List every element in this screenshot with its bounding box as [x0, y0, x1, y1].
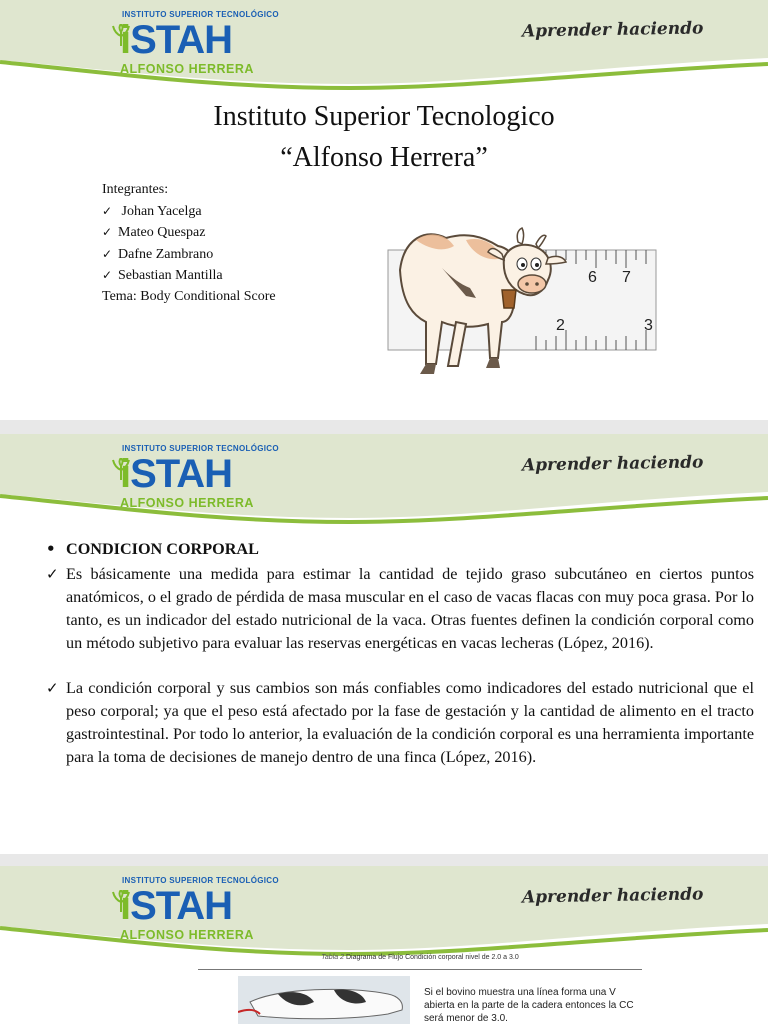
motto: Aprender haciendo: [521, 452, 704, 476]
bullet-icon: •: [46, 540, 56, 558]
paragraph: ✓ La condición corporal y sus cambios son más confiables como indicadores del estado nutricional que el peso corporal; ya que el peso está afectado por la fase de gestación y la cantidad de alimento en el tracto gastrointestinal. Por todo lo anterior, la evaluación de la condición corporal es una herramienta importante para la toma de decisiones de manejo dentro de una finca (López, 2016).: [46, 679, 754, 766]
members-list: [102, 180, 276, 307]
member-item: ✓ Dafne Zambrano: [102, 244, 276, 266]
ruler-label: 6: [588, 269, 597, 286]
figure-caption: Tabla 2 Diagrama de Flujo Condición corporal nivel de 2.0 a 3.0: [321, 954, 519, 961]
logo-main-text: [120, 18, 232, 62]
figure-note: Si el bovino muestra una línea forma una V abierta en la parte de la cadera entonces la CC será menor de 3.0.: [424, 987, 634, 1024]
member-item: ✓ Johan Yacelga: [102, 201, 276, 223]
content-body: [46, 538, 754, 769]
ruler-label: 2: [556, 317, 565, 334]
check-icon: ✓: [46, 565, 59, 583]
slide-header: [0, 434, 768, 534]
logo-stah: STAH: [130, 884, 233, 928]
institute-subtitle: “Alfonso Herrera”: [280, 142, 488, 173]
check-icon: ✓: [102, 225, 113, 239]
logo-bottom-text: ALFONSO HERRERA: [120, 496, 254, 510]
slide-title: [0, 0, 768, 420]
caption-rule: [198, 969, 642, 970]
slide-condicion-corporal: [0, 434, 768, 854]
tema-text: Tema: Body Conditional Score: [102, 288, 276, 304]
logo-main-text: [120, 884, 232, 928]
check-icon: ✓: [102, 246, 113, 261]
paragraph: ✓ Es básicamente una medida para estimar la cantidad de tejido graso subcutáneo en ciertos puntos anatómicos, o el grado de pérdida de masa muscular en el caso de vacas flacas con muy poca grasa. Por lo tanto, es un indicador del estado nutricional de la vaca. Otras fuentes definen la condición corporal como un método subjetivo para evaluar las reservas energéticas en vacas lecheras (López, 2016).: [46, 565, 754, 652]
ruler-label: 3: [644, 317, 653, 334]
logo-top-text: INSTITUTO SUPERIOR TECNOLÓGICO: [122, 10, 279, 19]
istah-logo: [112, 876, 279, 944]
check-icon: ✓: [46, 679, 59, 697]
member-item: ✓ Sebastian Mantilla: [102, 265, 276, 287]
check-icon: ✓: [102, 203, 113, 218]
motto: Aprender haciendo: [521, 18, 704, 42]
logo-main-text: [120, 452, 232, 496]
logo-stah: STAH: [130, 18, 233, 62]
logo-bottom-text: ALFONSO HERRERA: [120, 928, 254, 942]
logo-i: i: [120, 884, 131, 928]
logo-bottom-text: ALFONSO HERRERA: [120, 62, 254, 76]
ruler-label: 7: [622, 269, 631, 286]
holstein-cow-image: [238, 976, 410, 1024]
section-heading: • CONDICION CORPORAL: [46, 538, 754, 561]
istah-logo: [112, 10, 279, 78]
cow-ruler-illustration: [386, 218, 658, 378]
integrantes-label: Integrantes:: [102, 182, 169, 197]
istah-logo: [112, 444, 279, 512]
logo-i: i: [120, 18, 131, 62]
logo-top-text: INSTITUTO SUPERIOR TECNOLÓGICO: [122, 444, 279, 453]
cow-photo-icon: [238, 976, 410, 1024]
flow-diagram-figure: [198, 950, 642, 1024]
logo-stah: STAH: [130, 452, 233, 496]
logo-i: i: [120, 452, 131, 496]
motto: Aprender haciendo: [521, 884, 704, 908]
logo-top-text: INSTITUTO SUPERIOR TECNOLÓGICO: [122, 876, 279, 885]
slide-header: [0, 0, 768, 100]
check-icon: ✓: [102, 268, 113, 282]
institute-title: Instituto Superior Tecnologico: [213, 101, 555, 132]
member-item: ✓ Mateo Quespaz: [102, 222, 276, 244]
slide-flow-diagram: [0, 866, 768, 1024]
